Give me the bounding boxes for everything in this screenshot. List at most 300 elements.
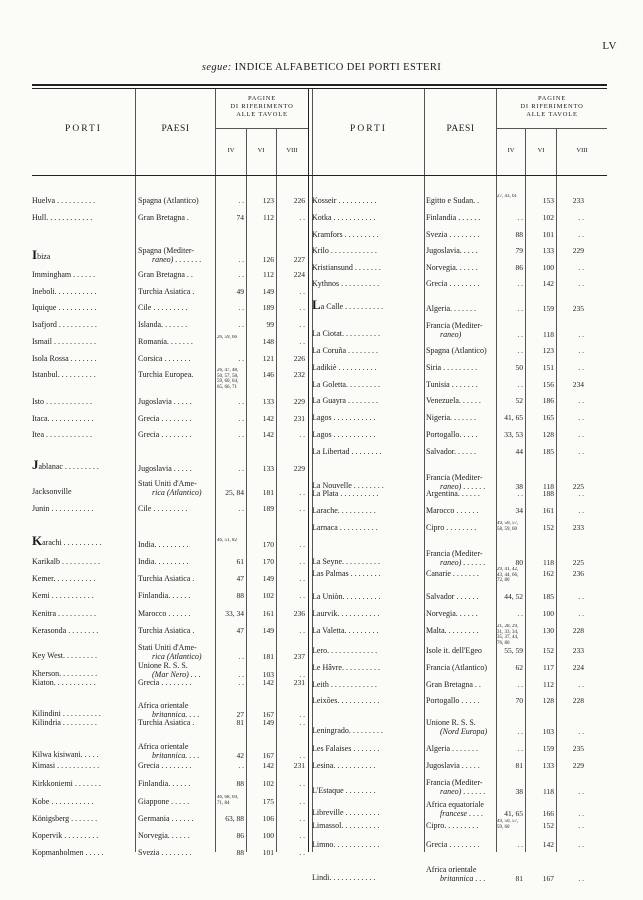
page-ref-viii: . . [578,592,584,601]
table-row [312,549,588,565]
table-row [312,569,588,585]
port-name: Jacksonville [32,487,72,496]
country-name: Grecia . . . . . . . . [426,840,480,849]
page-ref-vi: 99 [266,320,274,329]
table-row [32,430,308,446]
table-row [312,696,588,712]
country-name: Grecia . . . . . . . . [138,678,192,687]
country-name: Francia (Mediter- raneo) . . . . . . [426,778,486,796]
port-name: Leith . . . . . . . . . . . . [312,680,377,689]
port-name: Immingham . . . . . . [32,270,96,279]
page-ref-vi: 185 [542,447,554,456]
country-name: Finlandia . . . . . . [426,213,481,222]
port-name: Ineboli. . . . . . . . . . . [32,287,97,296]
page-ref-vi: 151 [542,363,554,372]
table-row [312,413,588,429]
country-name: Gran Bretagna . . [138,270,193,279]
page-ref-vi: 133 [542,246,554,255]
page-ref-viii: 226 [293,354,305,363]
page-ref-viii: . . [299,430,305,439]
country-name: Giappone . . . . . [138,797,190,806]
page-ref-iv: 81 [515,761,523,770]
table-row [32,213,308,229]
port-name: Kramfors . . . . . . . . . [312,230,379,239]
page-ref-viii: . . [578,396,584,405]
port-name: La Seyne. . . . . . . . . . [312,557,380,566]
table-row [32,397,308,413]
page-ref-iv: . . [517,727,523,736]
country-name: Stati Uniti d'Ame- rica (Atlantico) [138,479,202,497]
port-name: Kobe . . . . . . . . . . . [32,797,94,806]
page-ref-vi: 170 [262,557,274,566]
page-ref-vi: 165 [542,413,554,422]
page-ref-iv: 41, 65 [504,413,523,422]
header-pagine-right: PAGINE DI RIFERIMENTO ALLE TAVOLE [520,95,584,118]
country-name: Salvador. . . . . . [426,447,476,456]
page-ref-viii: . . [299,213,305,222]
table-row [32,848,308,864]
table-row [312,506,588,522]
page-ref-viii: 229 [572,761,584,770]
table-row [32,643,308,659]
country-name: Finlandia. . . . . . [138,779,191,788]
port-name: Königsberg . . . . . . . [32,814,98,823]
page-ref-iv: . . [238,678,244,687]
page-ref-viii: . . [578,263,584,272]
table-row [32,504,308,520]
table-row [312,646,588,662]
table-row [312,473,588,489]
table-row [32,320,308,336]
port-name: Larnaca . . . . . . . . . . [312,523,378,532]
table-row [32,196,308,212]
page-ref-vi: 102 [262,779,274,788]
table-row [312,230,588,246]
header-paesi-left: PAESI [161,124,190,134]
port-name: Kimasi . . . . . . . . . . . [32,761,100,770]
table-row [32,270,308,286]
table-row [312,592,588,608]
page-ref-vi: 112 [263,270,274,279]
page-ref-iv: . . [238,320,244,329]
page-ref-vi: 166 [542,809,554,818]
country-name: Norvegia. . . . . . [426,263,478,272]
country-name: Canarie . . . . . . . [426,569,479,578]
country-name: Germania . . . . . . [138,814,194,823]
page-ref-viii: . . [578,609,584,618]
page-ref-vi: 142 [542,840,554,849]
page-ref-vi: 152 [542,523,554,532]
page-ref-vi: 100 [262,831,274,840]
country-name: Marocco . . . . . . [426,506,479,515]
page-ref-viii: 226 [293,196,305,205]
page-ref-vi: 142 [262,430,274,439]
port-name: Kemi . . . . . . . . . . . [32,591,94,600]
country-name: Cipro . . . . . . . . [426,523,477,532]
page-ref-vi: 152 [542,646,554,655]
page-ref-viii: . . [299,287,305,296]
page-ref-iv: . . [517,304,523,313]
page-ref-vi: 106 [262,814,274,823]
page-ref-iv: 33, 53 [504,430,523,439]
table-row [312,800,588,816]
page-ref-vi: 100 [542,609,554,618]
page-ref-vi: 133 [262,464,274,473]
port-name: Kotka . . . . . . . . . . . [312,213,376,222]
page-ref-vi: 103 [262,670,274,679]
page-ref-viii: . . [578,727,584,736]
country-name: Gran Bretagna . [138,213,189,222]
page-ref-viii: 235 [572,744,584,753]
table-row [32,246,308,262]
page-ref-viii: . . [578,230,584,239]
table-row [32,354,308,370]
page-ref-iv: 63, 88 [225,814,244,823]
port-name: Libreville . . . . . . . . . [312,808,380,817]
table-row [312,246,588,262]
port-name: Kemer. . . . . . . . . . . [32,574,96,583]
port-name: Les Falaises . . . . . . . [312,744,380,753]
country-name: Cipro. . . . . . . . . [426,821,479,830]
page-ref-viii: . . [578,506,584,515]
table-row [32,814,308,830]
page-ref-vi: 156 [542,380,554,389]
page-ref-viii: 229 [572,246,584,255]
page-ref-iv: . . [517,213,523,222]
page-ref-vi: 100 [542,263,554,272]
page-ref-vi: 181 [262,652,274,661]
table-row [312,196,588,212]
page-ref-iv: . . [238,255,244,264]
table-row [32,701,308,717]
page-ref-vi: 170 [262,540,274,549]
page-ref-iv: 81 [236,718,244,727]
page-ref-viii: 231 [293,761,305,770]
page-ref-viii: . . [299,337,305,346]
page-ref-iv: 88 [236,848,244,857]
page-ref-viii: 229 [293,397,305,406]
page-ref-vi: 142 [262,761,274,770]
page-ref-iv: . . [238,761,244,770]
page-ref-iv: . . [238,354,244,363]
port-name: Itea . . . . . . . . . . . . [32,430,92,439]
page-ref-viii: 224 [572,663,584,672]
table-row [312,489,588,505]
page-ref-viii: 233 [572,646,584,655]
port-name: Kerasonda . . . . . . . . [32,626,99,635]
port-name: La Ciotat. . . . . . . . . . [312,329,380,338]
port-name: Lindi. . . . . . . . . . . . [312,873,376,882]
country-name: Grecia . . . . . . . . [138,414,192,423]
page-ref-iv: 26, 59, 66 [217,335,237,340]
country-name: Francia (Mediter- raneo) [426,321,483,339]
page-ref-viii: 228 [572,696,584,705]
page-ref-vi: 185 [542,592,554,601]
country-name: Spagna (Atlantico) [138,196,199,205]
page-ref-vi: 189 [262,303,274,312]
title-prefix: segue: [201,62,232,73]
page-ref-iv: . . [517,279,523,288]
port-name: Lesina. . . . . . . . . . . [312,761,376,770]
page-ref-iv: . . [238,196,244,205]
page-ref-iv: 47 [236,574,244,583]
table-row [312,624,588,646]
country-name: Siria . . . . . . . . . [426,363,478,372]
page-ref-vi: 133 [262,397,274,406]
port-name: Kopervik . . . . . . . . . [32,831,99,840]
page-ref-vi: 102 [262,591,274,600]
port-name: Kosseir . . . . . . . . . . [312,196,377,205]
page-ref-viii: . . [299,718,305,727]
table-row [312,321,588,337]
page-ref-vi: 161 [542,506,554,515]
page-ref-iv: . . [238,414,244,423]
page-ref-viii: . . [578,809,584,818]
page-ref-vi: 142 [262,414,274,423]
page-ref-vi: 149 [262,574,274,583]
page-ref-viii: . . [578,213,584,222]
country-name: Africa orientale britannica. . . . [138,701,200,719]
page-ref-viii: 236 [572,569,584,578]
page-ref-vi: 152 [542,821,554,830]
port-name: Kilindria . . . . . . . . . [32,718,97,727]
page-ref-viii: 229 [293,464,305,473]
header-porti-left: PORTI [65,124,102,134]
port-name: Larache. . . . . . . . . . [312,506,376,515]
page-ref-vi: 117 [543,663,554,672]
country-name: Nigeria. . . . . . . [426,413,476,422]
page-ref-iv: . . [238,397,244,406]
page-ref-vi: 161 [262,609,274,618]
page-ref-viii: 236 [293,609,305,618]
page-ref-iv: 34 [515,506,523,515]
page-ref-viii: . . [578,413,584,422]
page-ref-viii: . . [578,821,584,830]
table-row [32,557,308,573]
page-ref-iv: 27 [236,710,244,719]
page-ref-iv: 44 [515,447,523,456]
page-ref-viii: 225 [572,482,584,491]
port-name: Lero. . . . . . . . . . . . . [312,646,378,655]
country-name: Stati Uniti d'Ame- rica (Atlantico) [138,643,202,661]
page-ref-vi: 167 [262,751,274,760]
page-ref-viii: 237 [293,652,305,661]
page-ref-iv: . . [238,670,244,679]
page-ref-vi: 112 [263,213,274,222]
page-ref-vi: 167 [542,874,554,883]
port-name: Hull. . . . . . . . . . . . [32,213,93,222]
page-ref-viii: . . [299,540,305,549]
table-row [32,718,308,734]
header-porti-right: PORTI [350,124,387,134]
port-name: La Uniòn. . . . . . . . . . [312,592,381,601]
port-name: Isola Rossa . . . . . . . [32,354,97,363]
page-ref-iv: 70 [515,696,523,705]
page-ref-vi: 149 [262,718,274,727]
page-ref-vi: 146 [262,370,274,379]
page-ref-iv: 88 [515,230,523,239]
page-ref-iv: 21, 28, 29, 31, 33, 34, 35, 37, 44, 76, 80 [497,624,519,646]
page-ref-iv: 46, 68, 69, 71, 84 [217,795,239,806]
page-ref-viii: 233 [572,523,584,532]
page-ref-iv: . . [517,840,523,849]
port-name: Laurvik. . . . . . . . . . . [312,609,380,618]
page-ref-viii: . . [299,831,305,840]
table-row [32,337,308,353]
port-name: Kherson. . . . . . . . . . [32,669,98,678]
page-ref-iv: . . [517,680,523,689]
page-ref-viii: . . [578,279,584,288]
country-name: Grecia . . . . . . . . [138,761,192,770]
page-ref-vi: 123 [542,346,554,355]
table-row [32,742,308,758]
country-name: Venezuela. . . . . . [426,396,481,405]
header-vi-left: VI [257,147,265,154]
page-ref-viii: . . [578,430,584,439]
page-ref-iv: . . [238,430,244,439]
page-ref-iv: . . [238,464,244,473]
port-name: Lagos . . . . . . . . . . . [312,413,376,422]
country-name: Francia (Mediter- raneo) . . . . . . [426,473,486,491]
page-ref-viii: 231 [293,414,305,423]
table-row [32,661,308,677]
port-name: Kythnos . . . . . . . . . . [312,279,380,288]
page-ref-vi: 118 [543,787,554,796]
page-ref-viii: . . [299,574,305,583]
country-name: India. . . . . . . . . [138,557,189,566]
port-name: La Coruña . . . . . . . . [312,346,378,355]
table-row [32,626,308,642]
page-ref-viii: . . [299,320,305,329]
port-name: Kopmanholmen . . . . . [32,848,104,857]
page-ref-viii: 235 [572,304,584,313]
country-name: Egitto e Sudan. . [426,196,480,205]
page-ref-iv: . . [238,504,244,513]
table-row [312,346,588,362]
page-ref-vi: 101 [262,848,274,857]
page-ref-vi: 130 [542,626,554,635]
page-ref-vi: 188 [542,489,554,498]
country-name: Malta. . . . . . . . . [426,626,479,635]
page-ref-viii: 225 [572,558,584,567]
page-ref-vi: 162 [542,569,554,578]
page-ref-vi: 103 [542,727,554,736]
page-ref-viii: . . [299,504,305,513]
page-ref-viii: . . [299,797,305,806]
port-name: Ladikiè . . . . . . . . . . [312,363,377,372]
page-ref-iv: 52 [515,396,523,405]
page-ref-vi: 118 [543,330,554,339]
page-ref-iv: 81 [515,874,523,883]
country-name: Isole it. dell'Egeo [426,646,482,655]
page-ref-viii: 227 [293,255,305,264]
page-ref-viii: . . [299,488,305,497]
table-row [312,761,588,777]
country-name: Turchia Asiatica . [138,287,195,296]
page-ref-viii: . . [578,330,584,339]
page-ref-iv: . . [517,346,523,355]
port-name: La Nouvelle . . . . . . . . [312,481,384,490]
page-ref-viii: . . [299,751,305,760]
country-name: Finlandia. . . . . . [138,591,191,600]
table-row [312,821,588,837]
page-ref-vi: 186 [542,396,554,405]
page-ref-viii: . . [299,710,305,719]
country-name: Tunisia . . . . . . . [426,380,478,389]
page-ref-iv: . . [517,330,523,339]
page-ref-vi: 149 [262,626,274,635]
page-ref-iv: 38 [515,482,523,491]
page-ref-iv: 88 [236,591,244,600]
table-row [32,287,308,303]
country-name: Africa orientale britannica . . . [426,865,486,883]
table-row [32,414,308,430]
page-ref-iv: 79 [515,246,523,255]
page-ref-iv: . . [517,744,523,753]
header-viii-left: VIII [286,147,298,154]
table-row [312,718,588,734]
table-row [32,609,308,625]
country-name: Spagna (Atlantico) [426,346,487,355]
page-ref-viii: . . [578,874,584,883]
country-name: Francia (Atlantico) [426,663,488,672]
table-row [312,396,588,412]
table-row [32,536,308,556]
country-name: Jugoslavia. . . . . [426,246,478,255]
port-name: Lagos . . . . . . . . . . . [312,430,376,439]
title-text: INDICE ALFABETICO DEI PORTI ESTERI [234,62,442,73]
page-number: LV [602,40,617,52]
page-ref-vi: 189 [262,504,274,513]
page-ref-iv: 29, 41, 42, 43, 44, 66, 72, 80 [497,567,519,583]
page-ref-viii: . . [299,626,305,635]
port-name: Leningrado. . . . . . . . . [312,726,383,735]
page-ref-iv: 86 [515,263,523,272]
country-name: Algeria. . . . . . . [426,304,476,313]
country-name: Turchia Asiatica . [138,718,195,727]
page-ref-viii: . . [578,489,584,498]
country-name: Argentina. . . . . . [426,489,480,498]
country-name: Cile . . . . . . . . . [138,303,188,312]
table-row [312,380,588,396]
page-ref-vi: 121 [262,354,274,363]
country-name: Grecia . . . . . . . . [138,430,192,439]
page-ref-viii: . . [299,303,305,312]
page-ref-iv: . . [517,609,523,618]
table-row [32,831,308,847]
table-row [312,447,588,463]
table-header [32,84,607,176]
page-ref-iv: 38 [515,787,523,796]
port-name: Limassol. . . . . . . . . . [312,821,380,830]
page-ref-vi: 159 [542,744,554,753]
country-name: Salvador . . . . . . [426,592,479,601]
table-row [32,574,308,590]
page-ref-iv: 41, 65 [504,809,523,818]
table-row [312,363,588,379]
page-ref-vi: 167 [262,710,274,719]
port-name: Krilo . . . . . . . . . . . . [312,246,377,255]
port-name: Kirkkoniemi . . . . . . . [32,779,101,788]
page-ref-vi: 128 [542,430,554,439]
page-ref-viii: . . [299,848,305,857]
page-ref-iv: 62 [515,663,523,672]
page-ref-vi: 102 [542,213,554,222]
page-ref-vi: 142 [262,678,274,687]
page-ref-iv: . . [517,489,523,498]
page-ref-iv: . . [238,270,244,279]
page-ref-vi: 128 [542,696,554,705]
